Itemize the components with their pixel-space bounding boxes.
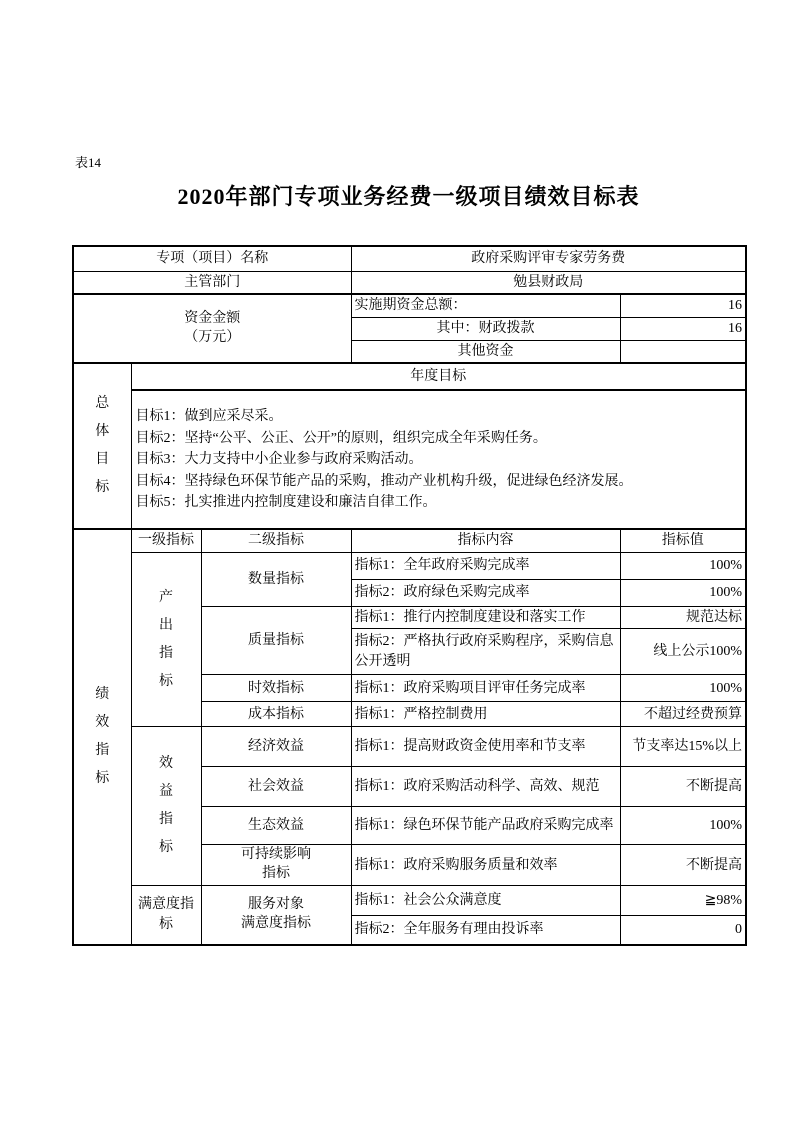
table-row [73,886,746,916]
fund-total-label: 实施期资金总额： [351,294,620,317]
group-output-indicator: 产出指标 [131,552,201,727]
sub-sustainable-impact [201,845,351,886]
indicator-value: 规范达标 [620,606,746,629]
sub-sustainable-line2: 指标 [262,866,290,882]
sub-timeliness-indicator: 时效指标 [201,675,351,702]
indicator-value: 100% [620,552,746,579]
goal-line-3: 目标3：大力支持中小企业参与政府采购活动。 [135,452,423,468]
indicator-value: 不断提高 [620,845,746,886]
goal-line-5: 目标5：扎实推进内控制度建设和廉洁自律工作。 [135,495,437,511]
indicator-content: 指标1：社会公众满意度 [351,886,620,916]
indicator-content: 指标1：全年政府采购完成率 [351,552,620,579]
indicator-content: 指标1：绿色环保节能产品政府采购完成率 [351,807,620,845]
performance-target-table [72,245,747,946]
indicator-content: 指标1：严格控制费用 [351,702,620,727]
table-row [73,529,746,552]
sub-social-benefit: 社会效益 [201,767,351,807]
sub-quality-indicator: 质量指标 [201,606,351,675]
page-title: 2020年部门专项业务经费一级项目绩效目标表 [177,184,640,209]
department-label: 主管部门 [73,271,351,294]
indicator-value: 节支率达15%以上 [620,727,746,767]
sub-ecological-benefit: 生态效益 [201,807,351,845]
indicator-value: ≧98% [620,886,746,916]
table-number-label: 表14 [75,155,102,170]
indicator-value: 线上公示100% [620,629,746,675]
sub-sustainable-line1: 可持续影响 [241,847,311,863]
sub-service-target-satisfaction [201,886,351,945]
indicator-value: 不超过经费预算 [620,702,746,727]
table-row [73,390,746,529]
fund-amount-label-line1: 资金金额 [184,310,241,326]
indicator-content: 指标1：政府采购活动科学、高效、规范 [351,767,620,807]
sub-economic-benefit: 经济效益 [201,727,351,767]
col-header-level1: 一级指标 [131,529,201,552]
indicator-value: 不断提高 [620,767,746,807]
indicator-value: 100% [620,579,746,606]
fund-amount-label-line2: （万元） [184,329,241,345]
col-header-level2: 二级指标 [201,529,351,552]
performance-row-header: 绩效指标 [73,529,131,944]
goal-line-1: 目标1：做到应采尽采。 [135,409,283,425]
indicator-content: 指标1：提高财政资金使用率和节支率 [351,727,620,767]
project-name-label: 专项（项目）名称 [73,246,351,271]
department-value: 勉县财政局 [351,271,746,294]
indicator-content: 指标2：全年服务有理由投诉率 [351,916,620,945]
indicator-value: 100% [620,807,746,845]
table-row [73,246,746,271]
table-row [73,294,746,317]
fund-total-value: 16 [620,294,746,317]
table-row [73,271,746,294]
sub-service-target-line2: 满意度指标 [241,916,311,931]
overall-goal-row-header: 总体目标 [73,363,131,529]
fund-fiscal-value: 16 [620,317,746,340]
indicator-content: 指标1：政府采购服务质量和效率 [351,845,620,886]
indicator-content: 指标2：政府绿色采购完成率 [351,579,620,606]
group-satisfaction-indicator: 满意度指标 [131,886,201,945]
indicator-content: 指标1：政府采购项目评审任务完成率 [351,675,620,702]
indicator-content: 指标2：严格执行政府采购程序，采购信息公开透明 [351,629,620,675]
sub-service-target-line1: 服务对象 [248,897,304,913]
goal-line-2: 目标2：坚持“公平、公正、公开”的原则，组织完成全年采购任务。 [135,430,547,446]
sub-quantity-indicator: 数量指标 [201,552,351,606]
col-header-content: 指标内容 [351,529,620,552]
fund-other-label: 其他资金 [351,340,620,363]
sub-cost-indicator: 成本指标 [201,702,351,727]
goal-line-4: 目标4：坚持绿色环保节能产品的采购，推动产业机构升级，促进绿色经济发展。 [135,473,633,489]
col-header-value: 指标值 [620,529,746,552]
indicator-content: 指标1：推行内控制度建设和落实工作 [351,606,620,629]
indicator-value: 100% [620,675,746,702]
fund-other-value [620,340,746,363]
project-name-value: 政府采购评审专家劳务费 [351,246,746,271]
table-row [73,727,746,767]
fund-fiscal-label: 其中：财政拨款 [351,317,620,340]
table-row [73,363,746,390]
annual-goal-content [131,390,746,529]
annual-goal-header: 年度目标 [131,363,746,390]
table-row [73,552,746,579]
indicator-value: 0 [620,916,746,945]
fund-amount-label [73,294,351,363]
group-benefit-indicator: 效益指标 [131,727,201,886]
